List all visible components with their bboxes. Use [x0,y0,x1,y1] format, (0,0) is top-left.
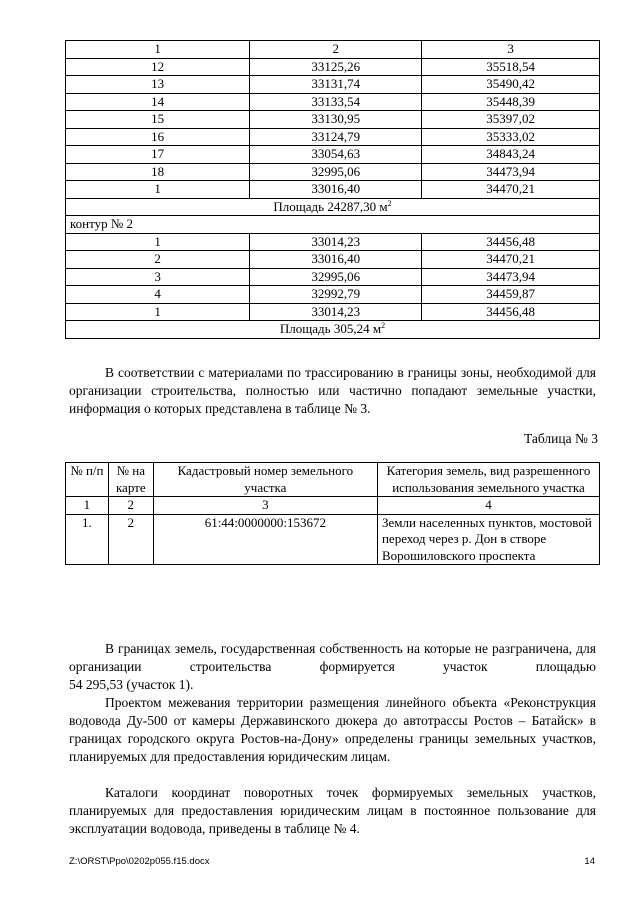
coordinate-table [65,40,600,339]
row-map-number: 2 [108,514,153,565]
point-number-cell: 1 [66,303,250,321]
area-contour-2-row [66,321,600,339]
table-row [66,233,600,251]
area-contour-1-text: Площадь 24287,30 м [273,198,388,214]
table-header-row [66,41,600,59]
x-coordinate-cell: 32995,06 [250,268,422,286]
x-coordinate-cell: 33130,95 [250,111,422,129]
header-number: № п/п [66,463,109,497]
y-coordinate-cell: 35397,02 [422,111,600,129]
table-row [66,58,600,76]
x-coordinate-cell: 33016,40 [250,251,422,269]
parcel-area: 54 295,53 (участок 1). [69,677,194,692]
column-number: 3 [153,497,377,515]
table-row [66,251,600,269]
y-coordinate-cell: 35518,54 [422,58,600,76]
y-coordinate-cell: 34456,48 [422,233,600,251]
x-coordinate-cell: 33125,26 [250,58,422,76]
page-number: 14 [584,856,595,867]
header-cell: 1 [66,41,250,59]
parcel-table [65,462,600,565]
table-row [66,146,600,164]
coordinate-table-body [66,41,600,339]
x-coordinate-cell: 33054,63 [250,146,422,164]
y-coordinate-cell: 34470,21 [422,251,600,269]
paragraph-state-land [69,640,596,694]
header-cadastral-number: Кадастровый номер земельного участка [153,463,377,497]
x-coordinate-cell: 32992,79 [250,286,422,304]
square-unit-superscript: 2 [381,321,386,330]
header-map-number: № на карте [108,463,153,497]
row-land-category: Земли населенных пунктов, мостовой переход через р. Дон в створе Ворошиловского проспекта [377,514,599,565]
x-coordinate-cell: 33014,23 [250,303,422,321]
x-coordinate-cell: 33016,40 [250,181,422,199]
point-number-cell: 18 [66,163,250,181]
row-cadastral-number: 61:44:0000000:153672 [153,514,377,565]
contour-2-label-row [66,216,600,234]
x-coordinate-cell: 33131,74 [250,76,422,94]
paragraph-survey-project: Проектом межевания территории размещения линейного объекта «Реконструкция водовода Ду-500 от камеры Державинского дюкера до автотрассы Ростов – Батайск» в границах городского округа Ростов-на-Дону» определены границы земельных участков, планируемых для предоставления юридическим лицам. [69,695,596,764]
paragraph-state-land-text: В границах земель, государственная собственность на которые не разграничена, для организации строительства формируется участок площадью [69,641,596,674]
table-row [66,93,600,111]
paragraph-coordinate-catalogs: Каталоги координат поворотных точек формируемых земельных участков, планируемых для предоставления юридическим лицам в постоянное пользование для эксплуатации водовода, приведены в таблице № 4. [69,785,596,836]
point-number-cell: 2 [66,251,250,269]
x-coordinate-cell: 33133,54 [250,93,422,111]
point-number-cell: 17 [66,146,250,164]
table-row [66,286,600,304]
contour-2-label: контур № 2 [66,216,600,234]
table-row [66,76,600,94]
point-number-cell: 1 [66,233,250,251]
footer-file-path: Z:\ORST\Ppo\0202p055.f15.docx [69,856,210,867]
y-coordinate-cell: 34843,24 [422,146,600,164]
x-coordinate-cell: 33124,79 [250,128,422,146]
point-number-cell: 15 [66,111,250,129]
table-row [66,268,600,286]
header-land-category: Категория земель, вид разрешенного использования земельного участка [377,463,599,497]
point-number-cell: 3 [66,268,250,286]
table-row [66,514,600,565]
table-row [66,128,600,146]
header-cell: 3 [422,41,600,59]
table-row [66,303,600,321]
table-header-row [66,463,600,497]
table-3-caption: Таблица № 3 [524,431,598,446]
paragraph-zone-intro: В соответствии с материалами по трассированию в границы зоны, необходимой для организации строительства, полностью или частично попадают земельные участки, информация о которых представлена в таблице № 3. [69,365,596,416]
y-coordinate-cell: 34473,94 [422,163,600,181]
row-number: 1. [66,514,109,565]
y-coordinate-cell: 34456,48 [422,303,600,321]
point-number-cell: 12 [66,58,250,76]
column-number-row [66,497,600,515]
area-contour-2 [66,321,600,339]
y-coordinate-cell: 35333,02 [422,128,600,146]
table-row [66,111,600,129]
y-coordinate-cell: 35448,39 [422,93,600,111]
x-coordinate-cell: 33014,23 [250,233,422,251]
y-coordinate-cell: 35490,42 [422,76,600,94]
point-number-cell: 1 [66,181,250,199]
column-number: 4 [377,497,599,515]
point-number-cell: 4 [66,286,250,304]
column-number: 1 [66,497,109,515]
y-coordinate-cell: 34470,21 [422,181,600,199]
table-row [66,163,600,181]
y-coordinate-cell: 34459,87 [422,286,600,304]
header-cell: 2 [250,41,422,59]
table-row [66,181,600,199]
square-unit-superscript: 2 [387,198,392,208]
area-contour-1 [66,198,600,216]
point-number-cell: 14 [66,93,250,111]
area-contour-1-row [66,198,600,216]
x-coordinate-cell: 32995,06 [250,163,422,181]
area-contour-2-text: Площадь 305,24 м [279,321,382,336]
point-number-cell: 13 [66,76,250,94]
column-number: 2 [108,497,153,515]
point-number-cell: 16 [66,128,250,146]
y-coordinate-cell: 34473,94 [422,268,600,286]
